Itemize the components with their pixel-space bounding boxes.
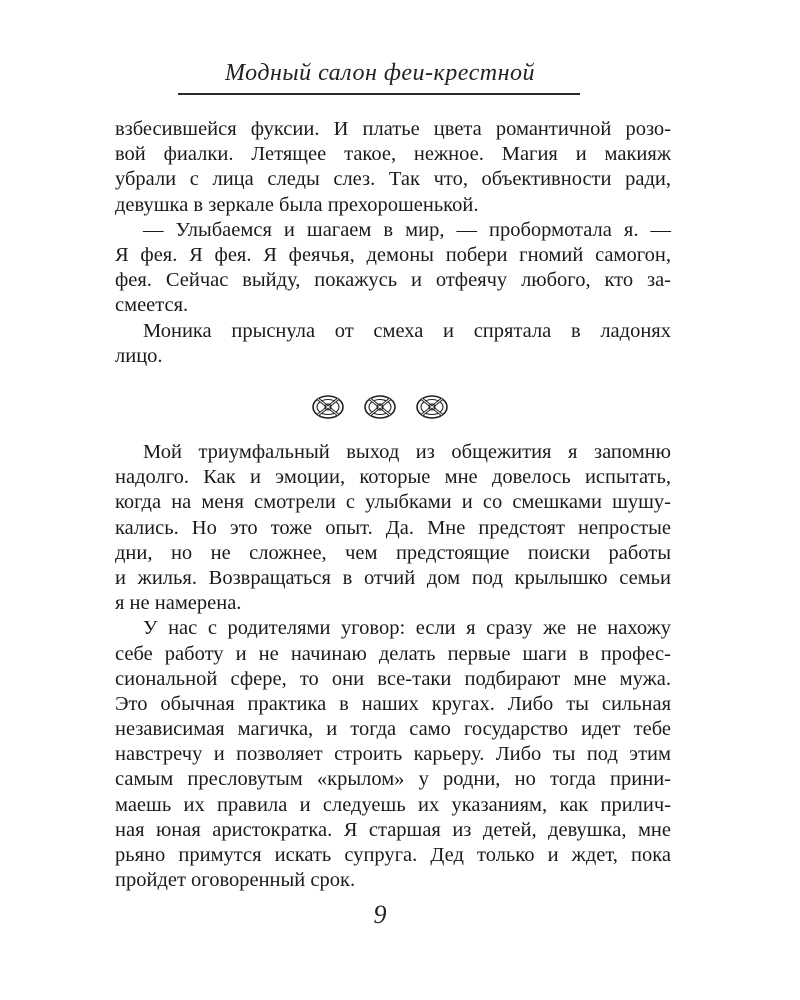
text-line: маешь их правила и следуешь их указаниям, как прилич- (115, 793, 671, 816)
text-line: сиональной сфере, то они все-таки подбирают мне мужа. (115, 667, 671, 690)
text-line: Мой триумфальный выход из общежития я запомню (143, 441, 671, 463)
text-line: навстречу и позволяет строить карьеру. Либо ты под этим (115, 743, 671, 766)
text-line: когда на меня смотрели с улыбками и со смешками шушу- (115, 491, 671, 514)
header-rule (178, 93, 580, 95)
text-line: рьяно примутся искать супруга. Дед только и ждет, пока (115, 844, 671, 866)
running-header-title: Модный салон феи-крестной (225, 60, 535, 86)
text-line: вой фиалки. Летящее такое, нежное. Магия и макияж (115, 143, 671, 166)
text-line: ная юная аристократка. Я старшая из детей, девушка, мне (115, 818, 671, 841)
text-line: У нас с родителями уговор: если я сразу же не нахожу (143, 617, 671, 640)
text-line: девушка в зеркале была прехорошенькой. (115, 193, 479, 216)
text-line: самым пресловутым «крылом» у родни, но тогда прини- (115, 768, 671, 791)
text-line: взбесившейся фуксии. И платье цвета романтичной розо- (115, 118, 671, 140)
celtic-knot-icon (362, 393, 398, 426)
text-line: кались. Но это тоже опыт. Да. Мне предстоят непростые (115, 516, 671, 539)
text-line: фея. Сейчас выйду, покажусь и отфеячу любого, кто за- (115, 269, 671, 292)
page-number: 9 (373, 900, 387, 929)
text-block-before-divider (115, 117, 671, 369)
text-line: — Улыбаемся и шагаем в мир, — пробормотала я. — (143, 218, 671, 241)
celtic-knot-icon (310, 393, 346, 426)
celtic-knot-icon (414, 393, 450, 426)
text-line: Я фея. Я фея. Я феячья, демоны побери гномий самогон, (115, 243, 671, 266)
text-line: я не намерена. (115, 592, 242, 615)
text-line: надолго. Как и эмоции, которые мне довелось испытать, (115, 466, 671, 489)
text-line: и жилья. Возвращаться в отчий дом под крылышко семьи (115, 566, 671, 589)
text-line: смеется. (115, 294, 189, 317)
text-line: себе работу и не начинаю делать первые шаги в профес- (115, 642, 671, 665)
text-line: убрали с лица следы слез. Так что, объективности ради, (115, 168, 671, 191)
text-line: Моника прыснула от смеха и спрятала в ладонях (143, 319, 671, 342)
text-line: лицо. (115, 344, 163, 367)
section-divider (310, 393, 450, 425)
text-line: пройдет оговоренный срок. (115, 869, 356, 892)
text-line: Это обычная практика в наших кругах. Либо ты сильная (115, 692, 671, 715)
text-block-after-divider (115, 440, 671, 893)
text-line: независимая магичка, и тогда само государство идет тебе (115, 718, 671, 741)
text-line: дни, но не сложнее, чем предстоящие поиски работы (115, 541, 671, 564)
